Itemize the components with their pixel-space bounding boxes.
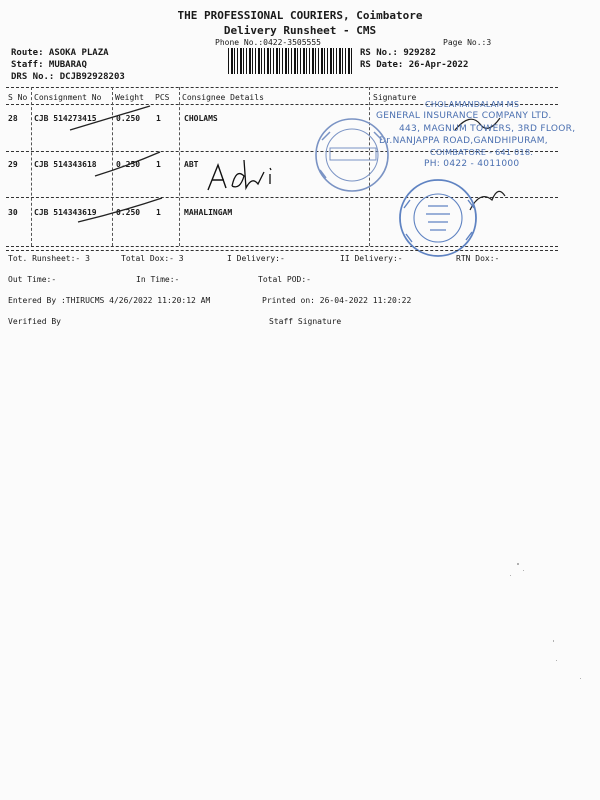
col-header-consignment: Consignment No [34, 93, 102, 102]
stamp-line: COIMBATORE - 641 018. [430, 148, 534, 157]
col-header-sno: S No [8, 93, 28, 102]
ii-delivery: II Delivery:- [340, 254, 403, 263]
row-weight: 0.250 [116, 160, 141, 169]
phone-number: Phone No.:0422-3505555 [215, 38, 321, 47]
row-consignee: CHOLAMS [184, 114, 218, 123]
row-sno: 28 [8, 114, 18, 123]
col-header-consignee: Consignee Details [182, 93, 264, 102]
stamp-line: CHOLAMANDALAM MS [425, 100, 520, 109]
total-pod: Total POD:- [258, 275, 311, 284]
col-header-signature: Signature [373, 93, 417, 102]
out-time: Out Time:- [8, 275, 57, 284]
row-pcs: 1 [156, 208, 161, 217]
tot-runsheet: Tot. Runsheet:- 3 [8, 254, 90, 263]
row-pcs: 1 [156, 114, 161, 123]
row-consignment: CJB 514343618 [34, 160, 97, 169]
row-weight: 0.250 [116, 208, 141, 217]
total-dox: Total Dox:- 3 [121, 254, 184, 263]
drs-number: DRS No.: DCJB92928203 [11, 72, 125, 82]
stamp-line: GENERAL INSURANCE COMPANY LTD. [376, 111, 552, 121]
row-consignment: CJB 514273415 [34, 114, 97, 123]
row-consignee: ABT [184, 160, 199, 169]
row-weight: 0.250 [116, 114, 141, 123]
scan-speck [580, 678, 581, 679]
row-consignee: MAHALINGAM [184, 208, 233, 217]
row-sno: 29 [8, 160, 18, 169]
rs-number: RS No.: 929282 [360, 48, 436, 58]
stamp-line: Dr.NANJAPPA ROAD,GANDHIPURAM, [379, 136, 548, 146]
scan-speck [553, 640, 554, 642]
scan-speck [510, 575, 511, 576]
summary-top-rule [6, 250, 558, 251]
row-pcs: 1 [156, 160, 161, 169]
entered-by: Entered By :THIRUCMS 4/26/2022 11:20:12 AM [8, 296, 211, 305]
company-title: THE PROFESSIONAL COURIERS, Coimbatore [177, 9, 423, 22]
i-delivery: I Delivery:- [227, 254, 285, 263]
rtn-dox: RTN Dox:- [456, 254, 500, 263]
stamp-line: 443, MAGNUM TOWERS, 3RD FLOOR, [399, 124, 576, 134]
scan-speck [517, 563, 519, 565]
row-consignment: CJB 514343619 [34, 208, 97, 217]
stamp-line: PH: 0422 - 4011000 [424, 159, 520, 169]
row-sno: 30 [8, 208, 18, 217]
col-header-pcs: PCS [155, 93, 170, 102]
route: Route: ASOKA PLAZA [11, 48, 109, 58]
scan-speck [523, 570, 524, 571]
verified-by: Verified By [8, 317, 61, 326]
col-header-weight: Weight [115, 93, 144, 102]
rs-date: RS Date: 26-Apr-2022 [360, 60, 469, 70]
in-time: In Time:- [136, 275, 180, 284]
staff: Staff: MUBARAQ [11, 60, 87, 70]
printed-on: Printed on: 26-04-2022 11:20:22 [262, 296, 412, 305]
scan-speck [556, 660, 557, 661]
page-number: Page No.:3 [443, 38, 492, 47]
staff-signature: Staff Signature [269, 317, 342, 326]
document-title: Delivery Runsheet - CMS [223, 24, 377, 37]
